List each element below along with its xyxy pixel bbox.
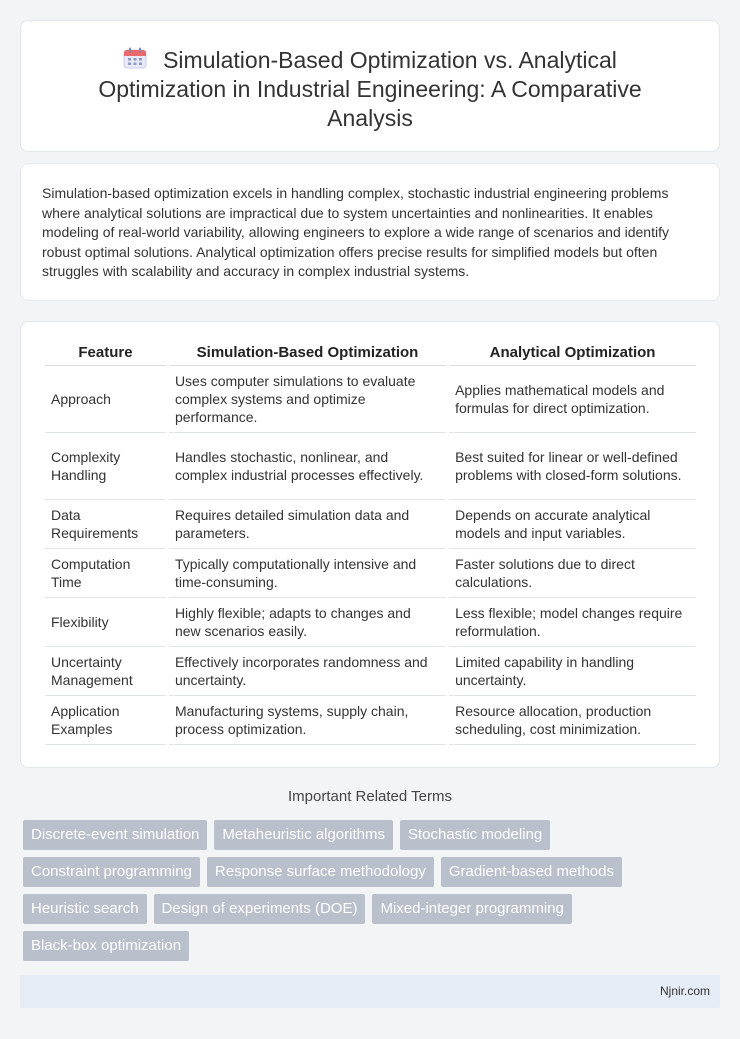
table-row bbox=[45, 647, 696, 696]
table-row bbox=[45, 549, 696, 598]
simulation-cell: Manufacturing systems, supply chain, process optimization. bbox=[169, 696, 446, 745]
feature-cell: Approach bbox=[45, 366, 166, 433]
feature-cell: Application Examples bbox=[45, 696, 166, 745]
simulation-cell: Handles stochastic, nonlinear, and complex industrial processes effectively. bbox=[169, 433, 446, 500]
term-tag[interactable]: Mixed-integer programming bbox=[372, 894, 571, 924]
summary-card bbox=[20, 163, 720, 301]
term-tag[interactable]: Metaheuristic algorithms bbox=[214, 820, 393, 850]
term-tag[interactable]: Constraint programming bbox=[23, 857, 200, 887]
term-tag[interactable]: Response surface methodology bbox=[207, 857, 434, 887]
table-row bbox=[45, 598, 696, 647]
header-feature: Feature bbox=[45, 342, 166, 366]
table-row bbox=[45, 696, 696, 745]
feature-cell: Complexity Handling bbox=[45, 433, 166, 500]
analytical-cell: Best suited for linear or well-defined problems with closed-form solutions. bbox=[449, 433, 696, 500]
simulation-cell: Requires detailed simulation data and parameters. bbox=[169, 500, 446, 549]
related-terms-title: Important Related Terms bbox=[288, 788, 452, 805]
feature-cell: Flexibility bbox=[45, 598, 166, 647]
term-tag[interactable]: Discrete-event simulation bbox=[23, 820, 207, 850]
simulation-cell: Uses computer simulations to evaluate complex systems and optimize performance. bbox=[169, 366, 446, 433]
page-title: Simulation-Based Optimization vs. Analytical Optimization in Industrial Engineering: A Comparative Analysis bbox=[98, 47, 642, 131]
header-analytical: Analytical Optimization bbox=[449, 342, 696, 366]
simulation-cell: Typically computationally intensive and time-consuming. bbox=[169, 549, 446, 598]
simulation-cell: Effectively incorporates randomness and uncertainty. bbox=[169, 647, 446, 696]
footer bbox=[20, 975, 720, 1008]
header-simulation: Simulation-Based Optimization bbox=[169, 342, 446, 366]
footer-site-link[interactable]: Njnir.com bbox=[659, 984, 710, 998]
analytical-cell: Depends on accurate analytical models and input variables. bbox=[449, 500, 696, 549]
term-tag[interactable]: Black-box optimization bbox=[23, 931, 189, 961]
analytical-cell: Resource allocation, production scheduling, cost minimization. bbox=[449, 696, 696, 745]
table-row bbox=[45, 366, 696, 433]
analytical-cell: Less flexible; model changes require reformulation. bbox=[449, 598, 696, 647]
table-header-row bbox=[45, 342, 696, 366]
feature-cell: Data Requirements bbox=[45, 500, 166, 549]
comparison-table-card bbox=[20, 321, 720, 768]
calendar-icon bbox=[123, 47, 147, 69]
term-tag[interactable]: Stochastic modeling bbox=[400, 820, 550, 850]
table-row bbox=[45, 500, 696, 549]
analytical-cell: Faster solutions due to direct calculations. bbox=[449, 549, 696, 598]
table-row bbox=[45, 433, 696, 500]
feature-cell: Uncertainty Management bbox=[45, 647, 166, 696]
term-tag[interactable]: Heuristic search bbox=[23, 894, 147, 924]
feature-cell: Computation Time bbox=[45, 549, 166, 598]
analytical-cell: Limited capability in handling uncertainty. bbox=[449, 647, 696, 696]
term-tag[interactable]: Design of experiments (DOE) bbox=[154, 894, 366, 924]
simulation-cell: Highly flexible; adapts to changes and new scenarios easily. bbox=[169, 598, 446, 647]
page-title-container bbox=[61, 46, 679, 133]
summary-text: Simulation-based optimization excels in handling complex, stochastic industrial engineering problems where analytical solutions are impractical due to system uncertainties and nonlinearities. It enables modeling of real-world variability, allowing engineers to explore a wide range of scenarios and identify robust optimal solutions. Analytical optimization offers precise results for simplified models but often struggles with scalability and accuracy in complex industrial systems. bbox=[42, 185, 669, 279]
title-card bbox=[20, 20, 720, 152]
term-tag[interactable]: Gradient-based methods bbox=[441, 857, 622, 887]
comparison-table bbox=[42, 342, 699, 745]
related-terms-list bbox=[23, 820, 713, 961]
analytical-cell: Applies mathematical models and formulas for direct optimization. bbox=[449, 366, 696, 433]
